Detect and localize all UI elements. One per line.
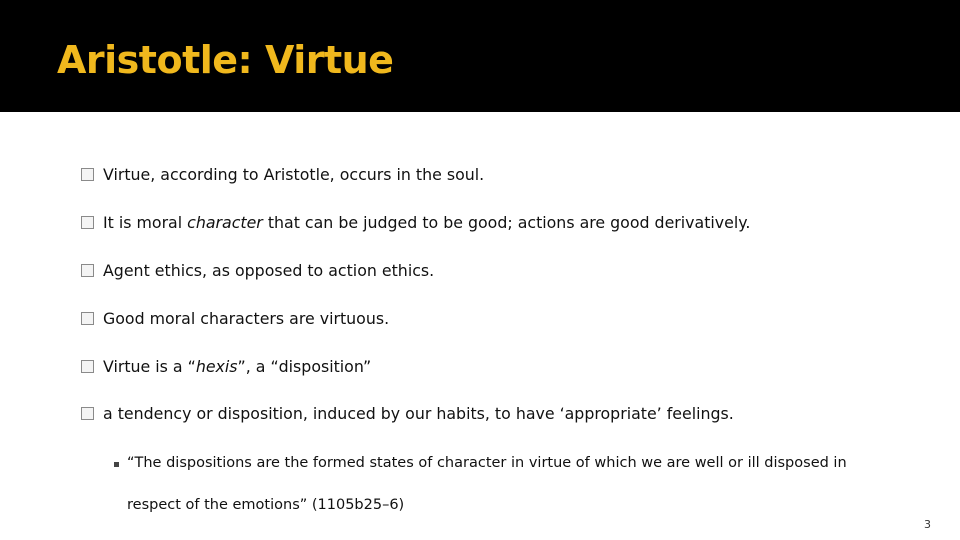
sub-bullet-item bbox=[114, 454, 854, 526]
bullet-text: a tendency or disposition, induced by our habits, to have ‘appropriate’ feelings. bbox=[103, 403, 734, 423]
bullet-item bbox=[81, 162, 484, 186]
bullet-item bbox=[81, 210, 750, 234]
bullet-text: It is moral character that can be judged to be good; actions are good derivatively. bbox=[103, 212, 751, 232]
bullet-box-icon bbox=[81, 216, 94, 229]
bullet-item bbox=[81, 306, 389, 330]
page-number: 3 bbox=[924, 518, 931, 531]
square-bullet-icon bbox=[114, 462, 119, 467]
bullet-box-icon bbox=[81, 264, 94, 277]
bullet-text: Virtue is a “hexis”, a “disposition” bbox=[103, 356, 372, 376]
bullet-box-icon bbox=[81, 312, 94, 325]
slide-title: Aristotle: Virtue bbox=[57, 38, 394, 82]
bullet-text: Virtue, according to Aristotle, occurs in the soul. bbox=[103, 164, 485, 184]
bullet-box-icon bbox=[81, 168, 94, 181]
bullet-item bbox=[81, 258, 434, 282]
bullet-box-icon bbox=[81, 407, 94, 420]
bullet-text: Agent ethics, as opposed to action ethics. bbox=[103, 260, 435, 280]
bullet-text: Good moral characters are virtuous. bbox=[103, 308, 390, 328]
bullet-item bbox=[81, 354, 371, 378]
bullet-box-icon bbox=[81, 360, 94, 373]
bullet-item bbox=[81, 401, 734, 425]
quote-text: “The dispositions are the formed states of character in virtue of which we are well or ill disposed in respect of the emotions” (1105b25–6) bbox=[127, 455, 847, 513]
